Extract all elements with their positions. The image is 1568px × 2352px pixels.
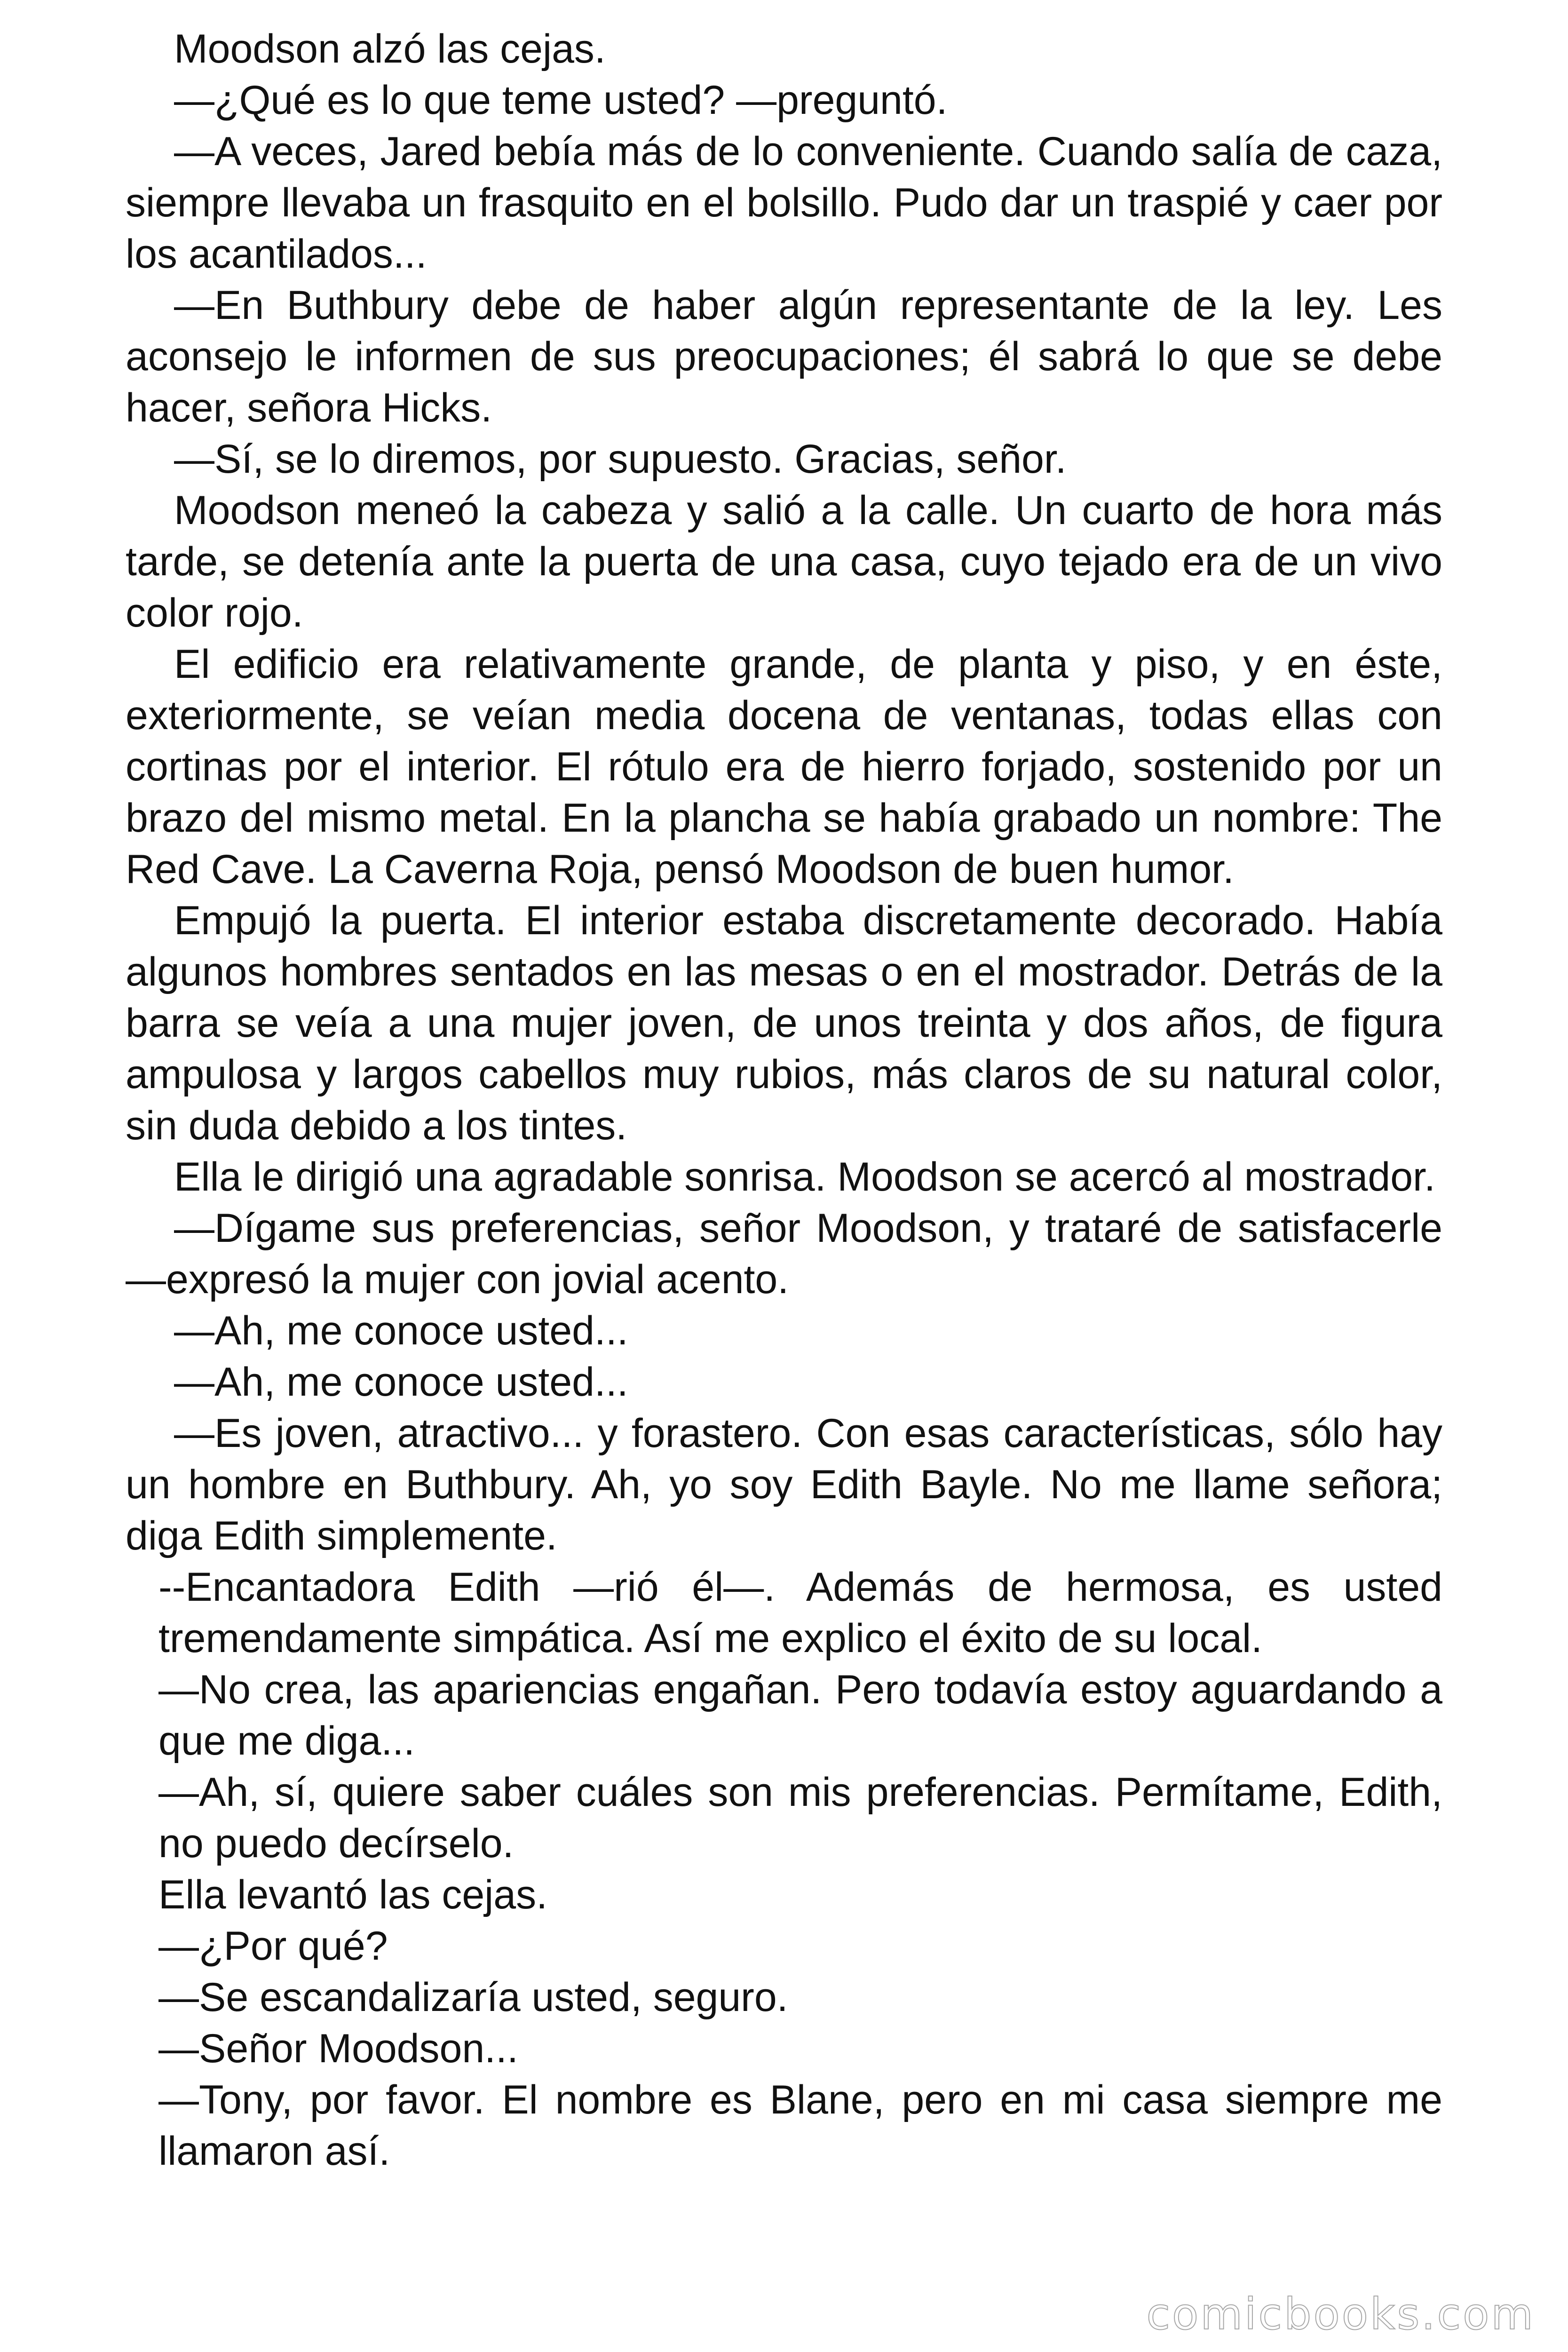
paragraph-17: Ella levantó las cejas. bbox=[158, 1872, 547, 1917]
paragraph-19: —Se escandalizaría usted, seguro. bbox=[158, 1975, 788, 2020]
book-page-text bbox=[126, 24, 1442, 2177]
paragraph-20: —Señor Moodson... bbox=[158, 2026, 518, 2071]
paragraph-9: Ella le dirigió una agradable sonrisa. Moodson se acercó al mostrador. bbox=[174, 1154, 1435, 1200]
paragraph-7: El edificio era relativamente grande, de planta y piso, y en éste, exteriormente, se veían media docena de ventanas, todas ellas con cortinas por el interior. El rótulo era de hierro forjado, sostenido por un brazo del mismo metal. En la plancha se había grabado un nombre: The Red Cave. La Caverna Roja, pensó Moodson de buen humor. bbox=[126, 642, 1442, 892]
paragraph-8: Empujó la puerta. El interior estaba discretamente decorado. Había algunos hombres sentados en las mesas o en el mostrador. Detrás de la barra se veía a una mujer joven, de unos treinta y dos años, de figura ampulosa y largos cabellos muy rubios, más claros de su natural color, sin duda debido a los tintes. bbox=[126, 898, 1442, 1148]
watermark: comicbooks.com bbox=[1146, 2289, 1535, 2339]
paragraph-6: Moodson meneó la cabeza y salió a la calle. Un cuarto de hora más tarde, se detenía ante la puerta de una casa, cuyo tejado era de un vivo color rojo. bbox=[126, 488, 1442, 636]
paragraph-12: —Ah, me conoce usted... bbox=[174, 1359, 628, 1405]
paragraph-13: —Es joven, atractivo... y forastero. Con esas características, sólo hay un hombre en Buthbury. Ah, yo soy Edith Bayle. No me llame señora; diga Edith simplemente. bbox=[126, 1411, 1442, 1558]
paragraph-14: --Encantadora Edith —rió él—. Además de hermosa, es usted tremendamente simpática. Así me explico el éxito de su local. bbox=[158, 1565, 1442, 1661]
paragraph-18: —¿Por qué? bbox=[158, 1923, 388, 1969]
paragraph-10: —Dígame sus preferencias, señor Moodson, y trataré de satisfacerle —expresó la mujer con jovial acento. bbox=[126, 1206, 1442, 1302]
paragraph-4: —En Buthbury debe de haber algún representante de la ley. Les aconsejo le informen de sus preocupaciones; él sabrá lo que se debe hacer, señora Hicks. bbox=[126, 283, 1442, 430]
paragraph-11: —Ah, me conoce usted... bbox=[174, 1308, 628, 1353]
paragraph-21: —Tony, por favor. El nombre es Blane, pero en mi casa siempre me llamaron así. bbox=[158, 2077, 1442, 2174]
paragraph-15: —No crea, las apariencias engañan. Pero todavía estoy aguardando a que me diga... bbox=[158, 1667, 1442, 1764]
paragraph-5: —Sí, se lo diremos, por supuesto. Gracias, señor. bbox=[174, 437, 1067, 482]
paragraph-3: —A veces, Jared bebía más de lo conveniente. Cuando salía de caza, siempre llevaba un frasquito en el bolsillo. Pudo dar un traspié y caer por los acantilados... bbox=[126, 129, 1442, 277]
paragraph-1: Moodson alzó las cejas. bbox=[174, 26, 606, 72]
paragraph-16: —Ah, sí, quiere saber cuáles son mis preferencias. Permítame, Edith, no puedo decírselo. bbox=[158, 1770, 1442, 1866]
paragraph-2: —¿Qué es lo que teme usted? —preguntó. bbox=[174, 78, 948, 123]
